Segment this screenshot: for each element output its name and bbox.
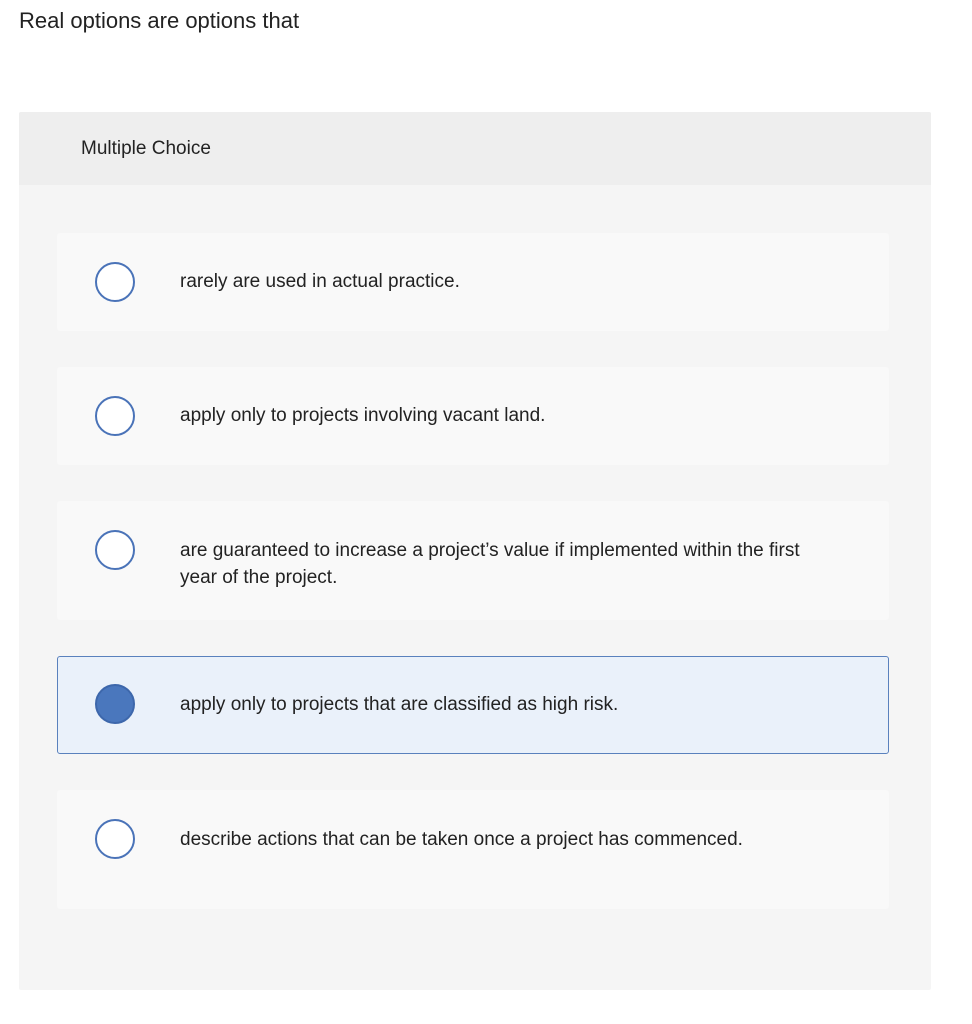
radio-button-icon[interactable]	[95, 819, 135, 859]
answer-option-4[interactable]	[57, 656, 889, 754]
radio-button-icon[interactable]	[95, 262, 135, 302]
answer-option-text: are guaranteed to increase a project’s value if implemented within the first year of the project.	[180, 540, 800, 588]
answer-option-5[interactable]	[57, 790, 889, 909]
radio-button-icon[interactable]	[95, 530, 135, 570]
answer-option-text: describe actions that can be taken once a project has commenced.	[180, 829, 743, 850]
answer-option-1[interactable]	[57, 233, 889, 331]
radio-button-icon[interactable]	[95, 396, 135, 436]
answer-option-text: apply only to projects involving vacant land.	[180, 405, 546, 426]
multiple-choice-card	[19, 112, 931, 990]
card-header	[19, 112, 931, 185]
answer-option-3[interactable]	[57, 501, 889, 620]
answer-option-text: apply only to projects that are classified as high risk.	[180, 694, 619, 715]
question-type-label: Multiple Choice	[81, 138, 211, 159]
answer-option-2[interactable]	[57, 367, 889, 465]
question-prompt: Real options are options that	[19, 8, 300, 33]
radio-button-selected-icon[interactable]	[95, 684, 135, 724]
answer-option-text: rarely are used in actual practice.	[180, 271, 460, 292]
